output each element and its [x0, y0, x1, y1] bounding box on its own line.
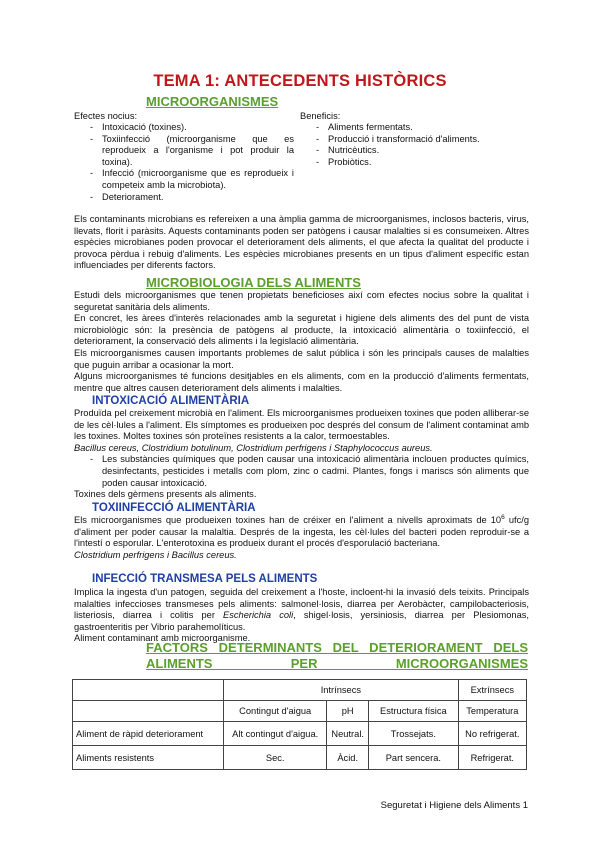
column-header: Contingut d'aigua	[224, 701, 327, 722]
list-item: - Producció i transformació d'aliments.	[300, 134, 530, 146]
text-run: Els microorganismes que produeixen toxines han de créixer en l'aliment a nivells aproximats de 10	[74, 515, 502, 525]
table-cell-empty	[73, 701, 224, 722]
efectes-label: Efectes nocius:	[74, 111, 138, 121]
table-cell: Refrigerat.	[458, 746, 526, 770]
infeccio-body	[74, 587, 529, 645]
microbiologia-body	[74, 290, 529, 394]
list-item: - Nutricèutics.	[300, 145, 530, 157]
list-item: - Les substàncies químiques que poden causar una intoxicació alimentària inclouen productes químics, desinfectants, pesticides i metalls com plom, zinc o cadmi. Plantes, fongs i mariscs són aliments que poden causar intoxicació.	[74, 454, 529, 489]
paragraph: Aliment contaminant amb microorganisme.	[74, 633, 251, 644]
efectes-list	[74, 122, 294, 203]
paragraph: Produïda pel creixement microbià en l'aliment. Els microorganismes produeixen toxines que poden alliberar-se de les cèl·lules a l'aliment. Els símptomes es produeixen poc després del consum de l'aliment contaminat amb les toxines. Moltes toxines són proteïnes resistents a la calor, termoestables.	[74, 408, 529, 442]
paragraph: Els microorganismes causen importants problemes de salut pública i són les principals causes de malalties que puguin arribar a ocasionar la mort.	[74, 347, 529, 370]
paragraph: Estudi dels microorganismes que tenen propietats beneficioses així com efectes nocius sobre la qualitat i seguretat sanitària dels aliments.	[74, 290, 529, 312]
heading-toxiinfeccio: TOXIINFECCIÓ ALIMENTÀRIA	[92, 502, 256, 514]
superscript: 6	[501, 513, 505, 521]
heading-intoxicacio: INTOXICACIÓ ALIMENTÀRIA	[92, 395, 250, 407]
microorganismes-paragraph: Els contaminants microbians es refereixen a una àmplia gamma de microorganismes, inclosos bacteris, virus, llevats, florit i paràsits. Aquests contaminants poden ser patògens i causar malalties si es consumeixen. Altres espècies microbianes poden provocar el deteriorament dels aliments, el que afecta la qualitat del producte i provoca pèrdua i rebuig d'aliments. Les espècies microbianes presents en un tipus d'aliment específic estan influenciades per diferents factors.	[74, 214, 529, 271]
column-header: Temperatura	[458, 701, 526, 722]
paragraph	[74, 587, 529, 633]
page-title: TEMA 1: ANTECEDENTS HISTÒRICS	[153, 72, 447, 90]
species-italic: Bacillus cereus, Clostridium botulinum, Clostridium perfrigens i Staphylococcus aureus.	[74, 442, 433, 453]
text-run: Implica la ingesta d'un patogen, seguida del creixement a l'hoste, incloent-hi la invasió dels teixits. Principals malalties infeccioses transmeses pels aliments: salmonel·losis, diarrea per Aerobàcter, campilobacteriosis, listeriosis, diarrea i colitis per	[74, 587, 529, 621]
species-list	[74, 550, 529, 562]
factors-table	[72, 679, 527, 770]
list-item: - Toxiinfecció (microorganisme que es reprodueix a l'organisme i pot produir la toxina).	[74, 134, 294, 169]
list-item: - Intoxicació (toxines).	[74, 122, 294, 134]
intoxicacio-body	[74, 408, 529, 501]
table-cell: Àcid.	[327, 746, 369, 770]
table-row	[73, 701, 527, 722]
page-footer: Seguretat i Higiene dels Aliments 1	[380, 800, 528, 811]
species-list	[74, 443, 529, 455]
heading-microbiologia: MICROBIOLOGIA DELS ALIMENTS	[146, 275, 361, 290]
column-header: pH	[327, 701, 369, 722]
paragraph: Alguns microorganismes té funcions desitjables en els aliments, com en la producció d'aliments fermentats, mentre que altres causen deteriorament dels aliments i malalties.	[74, 371, 529, 393]
table-row	[73, 680, 527, 701]
list-item: - Aliments fermentats.	[300, 122, 530, 134]
list-item: - Deteriorament.	[74, 192, 294, 204]
species-italic: Clostridium perfrigens i Bacillus cereus.	[74, 549, 237, 560]
heading-microorganismes: MICROORGANISMES	[146, 94, 279, 109]
table-cell-empty	[73, 680, 224, 701]
column-header: Estructura física	[369, 701, 458, 722]
list-item: - Probiòtics.	[300, 157, 530, 169]
group-intrinsecs: Intrínsecs	[224, 680, 458, 701]
paragraph: En concret, les àrees d'interès relacionades amb la seguretat i higiene dels aliments des del punt de vista microbiològic són: la presència de patògens al producte, la intoxicació alimentària o toxiinfecció, el deteriorament, la conservació dels aliments i la legislació alimentària.	[74, 313, 529, 347]
heading-factors: FACTORS DETERMINANTS DEL DETERIORAMENT DELS ALIMENTS PER MICROORGANISMES	[146, 640, 528, 671]
row-label: Aliments resistents	[73, 746, 224, 770]
text-run: ufc/g d'aliment per poder causar la malaltia. Després de la ingesta, les cèl·lules del bacteri poden reproduir-se a l'intestí o esporular. L'enterotoxina es produeix durant el procés d'esporulació bacteriana.	[74, 515, 529, 549]
beneficis-list	[300, 122, 530, 168]
table-row	[73, 722, 527, 746]
toxiinfeccio-body	[74, 515, 529, 561]
species-italic: Escherichia coli	[223, 610, 294, 621]
table-cell: Alt contingut d'aigua.	[224, 722, 327, 746]
table-cell: Sec.	[224, 746, 327, 770]
paragraph: Toxines dels gèrmens presents als aliments.	[74, 489, 257, 500]
table-cell: Neutral.	[327, 722, 369, 746]
text-run: , shigel·losis, yersiniosis, diarrea per Plesiomonas, gastroenteritis per Vibrio parahemolíticus.	[74, 610, 530, 632]
table-cell: Part sencera.	[369, 746, 458, 770]
group-extrinsecs: Extrínsecs	[458, 680, 526, 701]
paragraph	[74, 515, 529, 550]
heading-infeccio: INFECCIÓ TRANSMESA PELS ALIMENTS	[92, 573, 318, 585]
beneficis-label: Beneficis:	[300, 111, 341, 121]
table-cell: No refrigerat.	[458, 722, 526, 746]
table-row	[73, 746, 527, 770]
intoxicacio-bullets	[74, 454, 529, 489]
row-label: Aliment de ràpid deteriorament	[73, 722, 224, 746]
list-item: - Infecció (microorganisme que es reprodueix i competeix amb la microbiota).	[74, 168, 294, 191]
table-cell: Trossejats.	[369, 722, 458, 746]
